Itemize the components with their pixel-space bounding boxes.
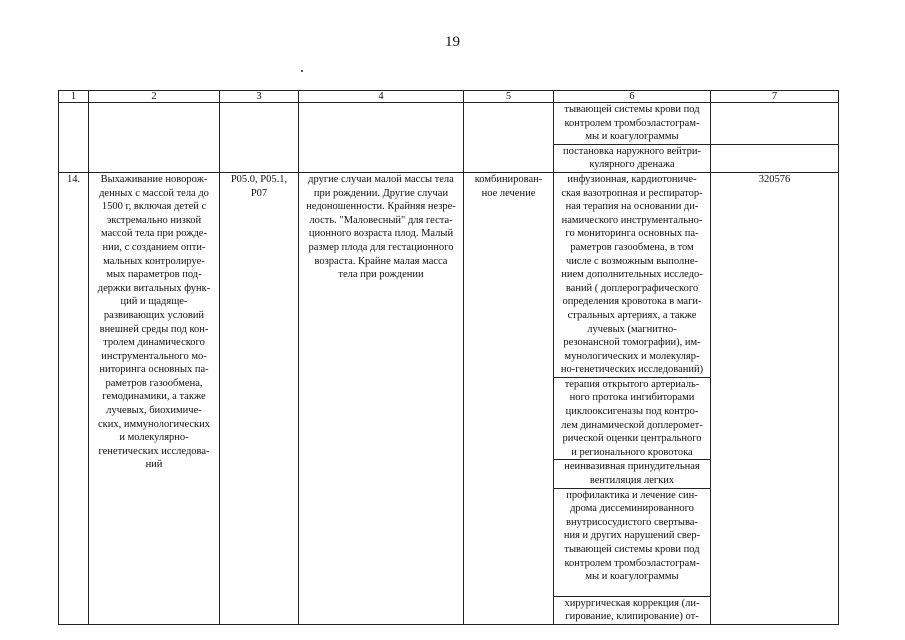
col-header-4: 4 xyxy=(299,91,464,103)
cont-price-1 xyxy=(711,103,839,145)
method-5: хирургическая коррекция (ли- гирование, клипирование) от- xyxy=(554,596,711,624)
cont-cell-5 xyxy=(464,103,554,173)
col-header-7: 7 xyxy=(711,91,839,103)
col-header-5: 5 xyxy=(464,91,554,103)
page-number: 19 xyxy=(445,34,460,50)
method-3: неинвазивная принудительная вентиляция легких xyxy=(554,460,711,488)
cont-treatment-2: постановка наружного вейтри- кулярного дренажа xyxy=(554,144,711,172)
cont-cell-2 xyxy=(89,103,220,173)
cont-cell-1 xyxy=(59,103,89,173)
method-1: инфузионная, кардиотониче- ская вазотропная и респиратор- ная терапия на основании ди- намического инструментально- го мониторинга основных па- раметров газообмена, в том числе с возможным выполне- нием дополнительных исследо- ваний ( доплерографического определения кровотока в маги- стральных артериях, а также лучевых (магнитно- резонансной томографии), им- мунологических и молекуляр- но-генетических исследований) xyxy=(554,172,711,377)
treatment-type: комбинирован- ное лечение xyxy=(464,172,554,624)
medical-care-table xyxy=(58,90,839,625)
cont-cell-3 xyxy=(220,103,299,173)
col-header-3: 3 xyxy=(220,91,299,103)
col-header-1: 1 xyxy=(59,91,89,103)
icd-codes: P05.0, P05.1, P07 xyxy=(220,172,299,624)
cont-cell-4 xyxy=(299,103,464,173)
cont-treatment-1: тывающей системы крови под контролем тромбоэластограм- мы и коагулограммы xyxy=(554,103,711,145)
table-row-14 xyxy=(59,172,839,377)
continuation-row-1 xyxy=(59,103,839,145)
method-4: профилактика и лечение син- дрома диссеминированного внутрисосудистого свертыва- ния и других нарушений свер- тывающей системы крови под контролем тромбоэластограм- мы и коагулограммы xyxy=(554,488,711,596)
row-number: 14. xyxy=(59,172,89,624)
patient-condition: другие случаи малой массы тела при рождении. Другие случаи недоношенности. Крайняя незре- лость. "Маловесный" для геста- ционного возраста плод. Малый размер плода для гестационного возраста. Крайне малая масса тела при рождении xyxy=(299,172,464,624)
col-header-6: 6 xyxy=(554,91,711,103)
scan-speck xyxy=(301,70,303,72)
method-2: терапия открытого артериаль- ного протока ингибиторами циклооксигеназы под контро- лем динамической доплеромет- рической оценки центрального и регионального кровотока xyxy=(554,377,711,460)
col-header-2: 2 xyxy=(89,91,220,103)
care-profile: Выхаживание новорож- денных с массой тела до 1500 г, включая детей с экстремально низкой массой тела при рожде- нии, с созданием опти- мальных контролируе- мых параметров под- держки витальных функ- ций и щадяще- развивающих условий внешней среды под кон- тролем динамического инструментального мо- ниторинга основных па- раметров газообмена, гемодинамики, а также лучевых, биохимиче- ских, иммунологических и молекулярно- генетических исследова- ний xyxy=(89,172,220,624)
cont-price-2 xyxy=(711,144,839,172)
price-value: 320576 xyxy=(711,172,839,624)
header-row xyxy=(59,91,839,103)
